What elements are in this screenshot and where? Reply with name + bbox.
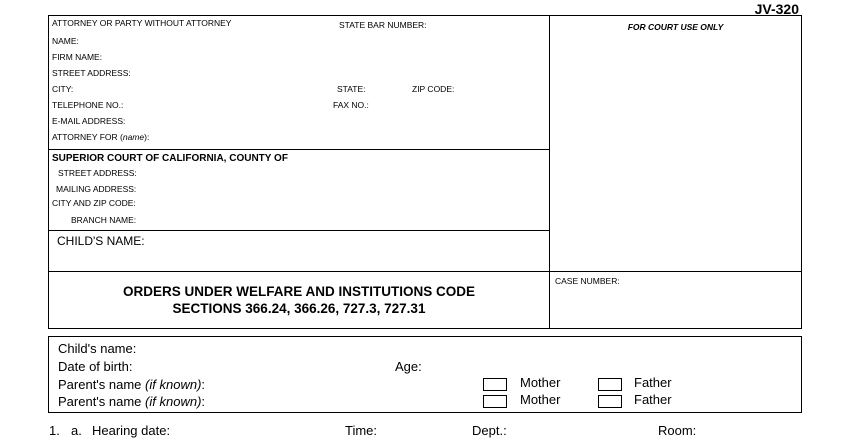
court-mailing-input[interactable] <box>139 183 539 194</box>
dept-input[interactable] <box>508 424 648 437</box>
court-street-label: STREET ADDRESS: <box>58 168 137 178</box>
city-label: CITY: <box>52 84 74 94</box>
email-label: E-MAIL ADDRESS: <box>52 116 126 126</box>
item1-number: 1. <box>49 423 60 438</box>
county-input[interactable] <box>324 153 539 164</box>
child-name-label: Child's name: <box>58 341 137 356</box>
court-mailing-label: MAILING ADDRESS: <box>56 184 137 194</box>
parent2-mother-checkbox[interactable] <box>483 395 507 408</box>
court-use-label: FOR COURT USE ONLY <box>627 22 724 32</box>
street-address-input[interactable] <box>129 67 539 78</box>
court-city-zip-label: CITY AND ZIP CODE: <box>52 198 136 208</box>
age-label: Age: <box>395 359 422 374</box>
parent2-mother-label: Mother <box>520 392 561 407</box>
time-input[interactable] <box>380 424 470 437</box>
form-title-line1: ORDERS UNDER WELFARE AND INSTITUTIONS CODE <box>122 284 475 299</box>
state-bar-label: STATE BAR NUMBER: <box>339 20 427 30</box>
dept-label: Dept.: <box>472 423 507 438</box>
hearing-date-label: Hearing date: <box>92 423 171 438</box>
parent1-father-checkbox[interactable] <box>598 378 622 391</box>
childs-name-caption: CHILD'S NAME: <box>57 234 145 248</box>
state-bar-input[interactable] <box>427 19 537 30</box>
parent2-input[interactable] <box>204 395 474 408</box>
fax-label: FAX NO.: <box>333 100 369 110</box>
fax-input[interactable] <box>371 99 536 110</box>
firm-name-input[interactable] <box>104 51 539 62</box>
court-box <box>48 149 550 231</box>
court-branch-label: BRANCH NAME: <box>71 215 137 225</box>
parent2-label: Parent's name (if known): <box>58 394 206 409</box>
title-box <box>48 271 550 329</box>
attorney-box <box>48 15 550 150</box>
attorney-header: ATTORNEY OR PARTY WITHOUT ATTORNEY <box>52 18 232 28</box>
zip-code-label: ZIP CODE: <box>412 84 455 94</box>
name-label: NAME: <box>52 36 79 46</box>
parent1-label: Parent's name (if known): <box>58 377 206 392</box>
hearing-date-input[interactable] <box>172 424 337 437</box>
parent1-input[interactable] <box>204 378 474 391</box>
court-title: SUPERIOR COURT OF CALIFORNIA, COUNTY OF <box>52 153 288 164</box>
email-input[interactable] <box>129 115 539 126</box>
court-city-zip-input[interactable] <box>139 197 539 208</box>
case-number-box <box>549 271 802 329</box>
parent1-father-label: Father <box>634 375 672 390</box>
telephone-input[interactable] <box>129 99 329 110</box>
case-number-input[interactable] <box>558 294 793 308</box>
court-street-input[interactable] <box>139 167 539 178</box>
room-input[interactable] <box>697 424 797 437</box>
attorney-for-label: ATTORNEY FOR (name): <box>52 132 150 142</box>
parent2-father-checkbox[interactable] <box>598 395 622 408</box>
form-title-line2: SECTIONS 366.24, 366.26, 727.3, 727.31 <box>172 301 426 316</box>
item1-letter: a. <box>71 423 82 438</box>
street-address-label: STREET ADDRESS: <box>52 68 131 78</box>
child-name-input[interactable] <box>144 342 784 355</box>
dob-input[interactable] <box>149 360 379 373</box>
city-input[interactable] <box>79 83 329 94</box>
court-use-box <box>549 15 802 272</box>
form-number: JV-320 <box>754 1 799 17</box>
zip-code-input[interactable] <box>457 83 537 94</box>
parent2-father-label: Father <box>634 392 672 407</box>
parent1-mother-checkbox[interactable] <box>483 378 507 391</box>
court-branch-input[interactable] <box>139 214 539 225</box>
telephone-label: TELEPHONE NO.: <box>52 100 124 110</box>
time-label: Time: <box>345 423 378 438</box>
room-label: Room: <box>658 423 697 438</box>
age-input[interactable] <box>427 360 517 373</box>
attorney-for-input[interactable] <box>159 131 539 142</box>
dob-label: Date of birth: <box>58 359 133 374</box>
name-input[interactable] <box>84 35 539 46</box>
case-number-label: CASE NUMBER: <box>555 276 620 286</box>
firm-name-label: FIRM NAME: <box>52 52 103 62</box>
parent1-mother-label: Mother <box>520 375 561 390</box>
state-input[interactable] <box>371 83 406 94</box>
child-info-box <box>48 336 802 413</box>
childs-name-box <box>48 230 550 272</box>
childs-name-caption-input[interactable] <box>154 235 539 248</box>
state-label: STATE: <box>337 84 366 94</box>
